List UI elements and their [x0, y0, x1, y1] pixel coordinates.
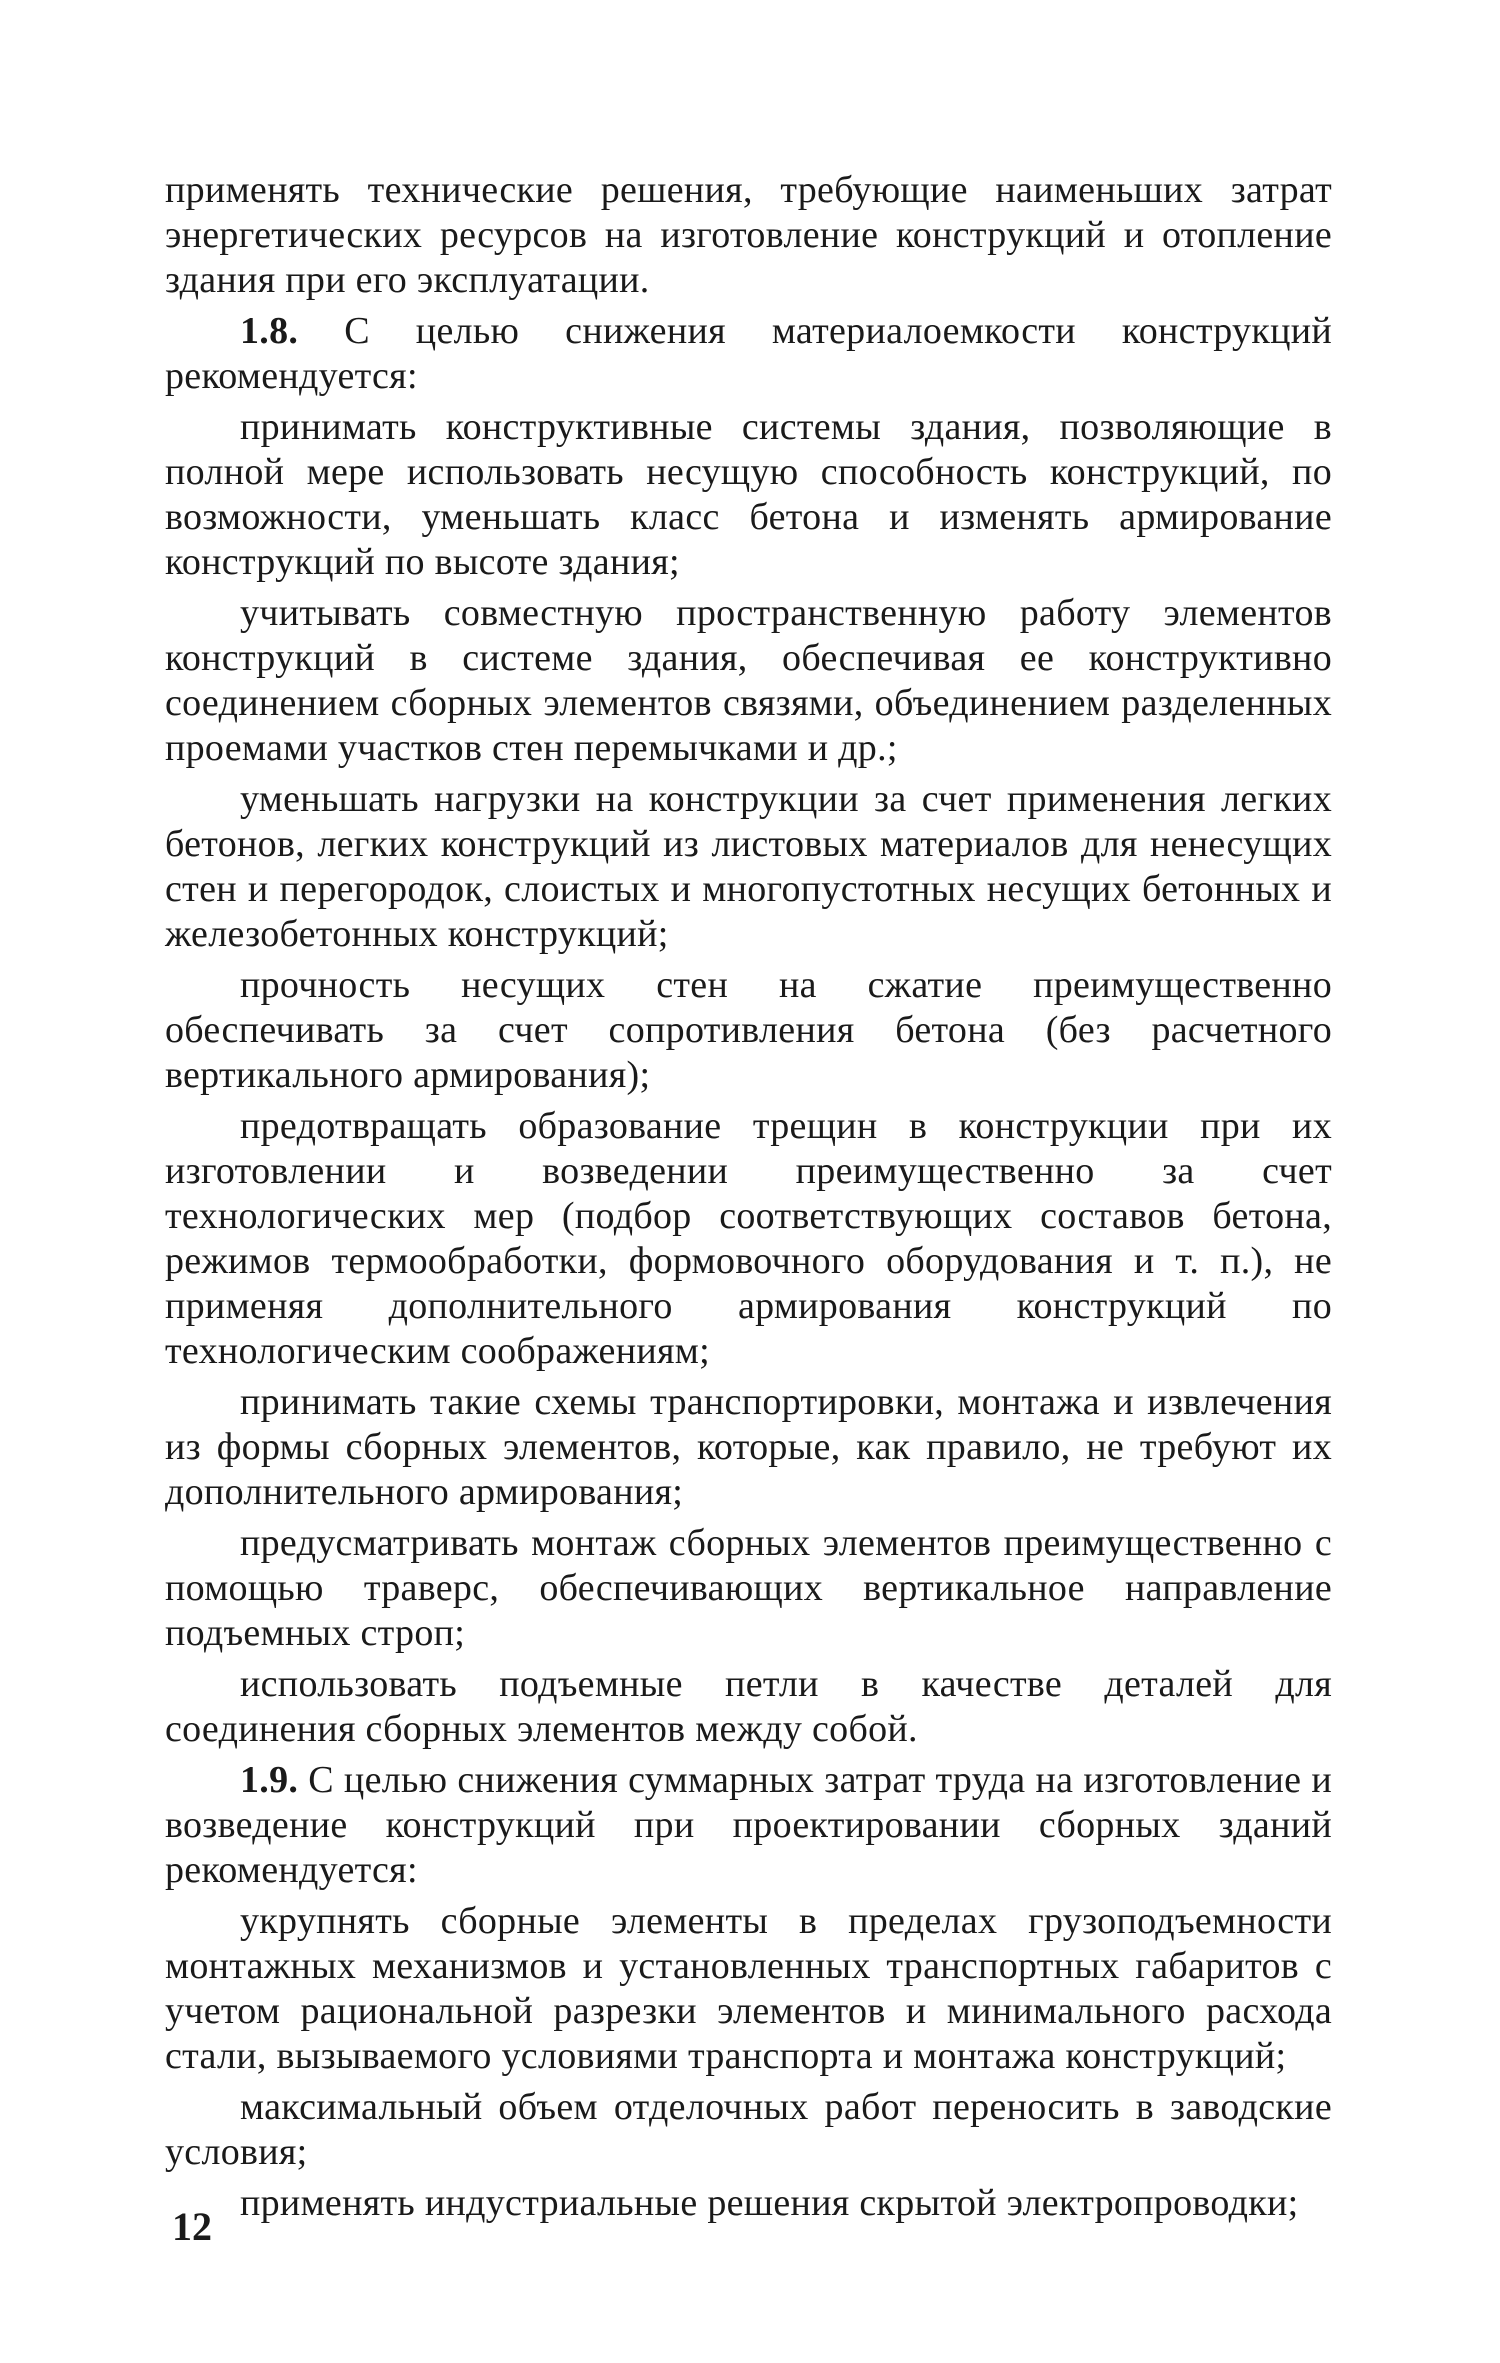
- paragraph-text: использовать подъемные петли в качестве деталей для соединения сборных элементов между собой.: [165, 1663, 1332, 1750]
- paragraph-text: принимать конструктивные системы здания, позволяющие в полной мере использовать несущую способность конструкций, по возможности, уменьшать класс бетона и изменять армирование конструкций по высоте здания;: [165, 406, 1332, 583]
- paragraph: [165, 2085, 1332, 2175]
- paragraph-text: принимать такие схемы транспортировки, монтажа и извлечения из формы сборных элементов, которые, как правило, не требуют их дополнительного армирования;: [165, 1381, 1332, 1513]
- section-number: 1.8.: [240, 310, 299, 352]
- paragraph: [165, 591, 1332, 771]
- paragraph: [165, 963, 1332, 1098]
- paragraph-text: С целью снижения суммарных затрат труда на изготовление и возведение конструкций при проектировании сборных зданий рекомендуется:: [165, 1759, 1332, 1891]
- paragraph-section-1-9: [165, 1758, 1332, 1893]
- paragraph-text: С целью снижения материалоемкости конструкций рекомендуется:: [165, 310, 1332, 397]
- paragraph-text: применять технические решения, требующие наименьших затрат энергетических ресурсов на изготовление конструкций и отопление здания при его эксплуатации.: [165, 169, 1332, 301]
- paragraph: [165, 2181, 1332, 2226]
- text-body: [165, 168, 1332, 2232]
- section-number: 1.9.: [240, 1759, 299, 1801]
- paragraph: [165, 1662, 1332, 1752]
- paragraph-text: учитывать совместную пространственную работу элементов конструкций в системе здания, обеспечивая ее конструктивно соединением сборных элементов связями, объединением разделенных проемами участков стен перемычками и др.;: [165, 592, 1332, 769]
- paragraph: [165, 777, 1332, 957]
- paragraph: [165, 1380, 1332, 1515]
- paragraph-text: максимальный объем отделочных работ переносить в заводские условия;: [165, 2086, 1332, 2173]
- paragraph: [165, 1899, 1332, 2079]
- page-number: 12: [172, 2204, 212, 2249]
- paragraph-text: предусматривать монтаж сборных элементов преимущественно с помощью траверс, обеспечивающих вертикальное направление подъемных строп;: [165, 1522, 1332, 1654]
- paragraph-text: укрупнять сборные элементы в пределах грузоподъемности монтажных механизмов и установленных транспортных габаритов с учетом рациональной разрезки элементов и минимального расхода стали, вызываемого условиями транспорта и монтажа конструкций;: [165, 1900, 1332, 2077]
- paragraph-text: уменьшать нагрузки на конструкции за счет применения легких бетонов, легких конструкций из листовых материалов для ненесущих стен и перегородок, слоистых и многопустотных несущих бетонных и железобетонных конструкций;: [165, 778, 1332, 955]
- paragraph-text: предотвращать образование трещин в конструкции при их изготовлении и возведении преимущественно за счет технологических мер (подбор соответствующих составов бетона, режимов термообработки, формовочного оборудования и т. п.), не применяя дополнительного армирования конструкций по технологическим соображениям;: [165, 1105, 1332, 1372]
- paragraph: [165, 168, 1332, 303]
- paragraph: [165, 1521, 1332, 1656]
- paragraph-section-1-8: [165, 309, 1332, 399]
- paragraph-text: прочность несущих стен на сжатие преимущественно обеспечивать за счет сопротивления бетона (без расчетного вертикального армирования);: [165, 964, 1332, 1096]
- paragraph: [165, 405, 1332, 585]
- paragraph-text: применять индустриальные решения скрытой электропроводки;: [240, 2182, 1299, 2224]
- paragraph: [165, 1104, 1332, 1374]
